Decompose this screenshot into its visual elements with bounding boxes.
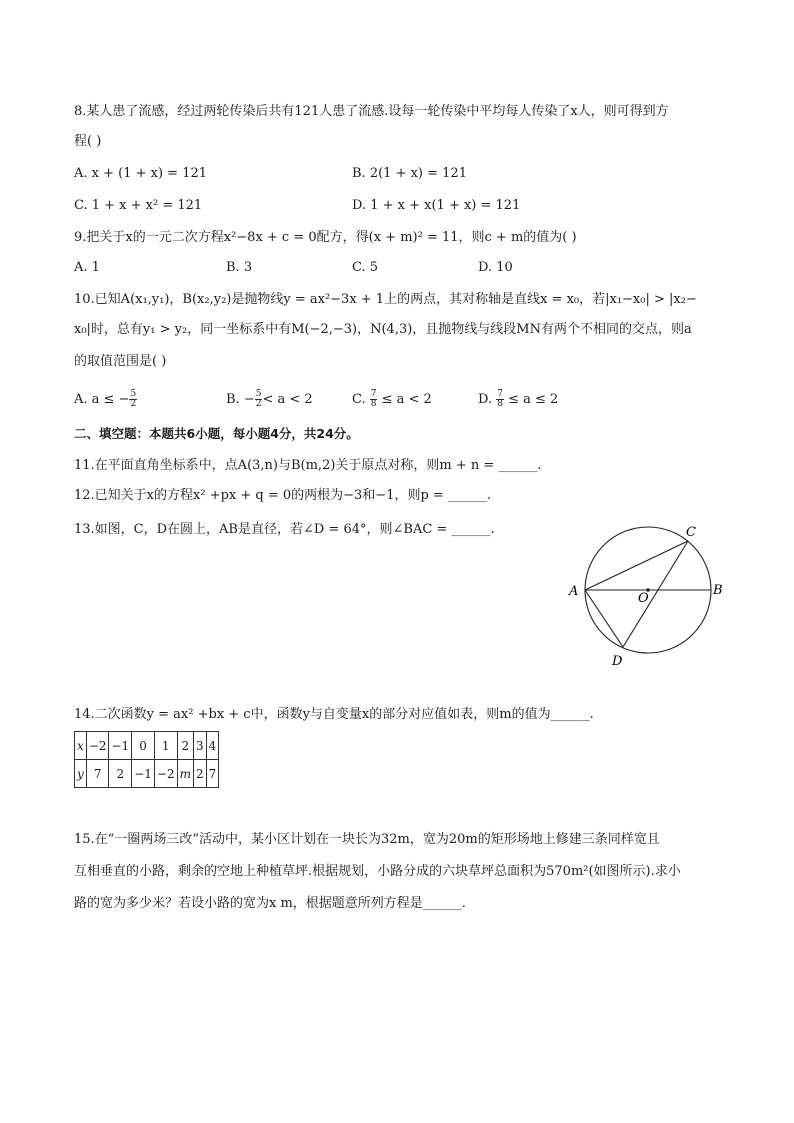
- q8-option-d[interactable]: D. 1 + x + x(1 + x) = 121: [352, 198, 521, 213]
- table-cell: −1: [109, 732, 132, 760]
- table-cell: −2: [86, 732, 109, 760]
- q10-stem-line2: x₀|时，总有y₁ > y₂，同一坐标系中有M(−2,−3)，N(4,3)，且抛物线与线段MN有两个不相同的交点，则a: [74, 322, 692, 337]
- q10-option-c[interactable]: [352, 390, 432, 410]
- table-cell: 2: [193, 760, 206, 788]
- q10-b-suffix: < a < 2: [262, 392, 313, 407]
- q10-c-numerator: 7: [370, 389, 377, 399]
- table-cell: 2: [177, 732, 193, 760]
- q9-option-d[interactable]: D. 10: [478, 260, 513, 275]
- table-cell: y: [75, 760, 87, 788]
- label-a: A: [569, 584, 579, 599]
- table-cell: 1: [154, 732, 177, 760]
- q10-d-fraction: [496, 390, 504, 409]
- q10-c-suffix: ≤ a < 2: [377, 392, 432, 407]
- q10-stem-line1: 10.已知A(x₁,y₁)，B(x₂,y₂)是抛物线y = ax²−3x + 1上的两点，其对称轴是直线x = x₀，若|x₁−x₀| > |x₂−: [74, 292, 697, 307]
- q10-a-denominator: 2: [130, 399, 137, 409]
- q9-stem: 9.把关于x的一元二次方程x²−8x + c = 0配方，得(x + m)² = 11，则c + m的值为( ): [74, 230, 577, 245]
- q8-options-row2: [74, 196, 714, 216]
- table-cell: 7: [86, 760, 109, 788]
- label-d: D: [612, 654, 623, 669]
- q15-stem-line3: 路的宽为多少米？若设小路的宽为x m，根据题意所列方程是______.: [74, 896, 466, 911]
- q9-option-c[interactable]: C. 5: [352, 260, 379, 275]
- section-2-heading: 二、填空题：本题共6小题，每小题4分，共24分。: [74, 426, 359, 441]
- chord-ad: [585, 590, 623, 647]
- table-cell: m: [177, 760, 193, 788]
- q10-d-prefix: D.: [478, 392, 497, 407]
- table-cell: −2: [154, 760, 177, 788]
- q8-option-c[interactable]: C. 1 + x + x² = 121: [74, 198, 203, 213]
- table-row-x: [75, 732, 219, 760]
- q10-a-prefix: A. a ≤ −: [74, 392, 130, 407]
- q10-c-prefix: C.: [352, 392, 370, 407]
- q10-d-suffix: ≤ a ≤ 2: [503, 392, 559, 407]
- table-cell: x: [75, 732, 87, 760]
- q8-stem-line2: 程( ): [74, 134, 102, 149]
- table-cell: 2: [109, 760, 132, 788]
- table-row-y: [75, 760, 219, 788]
- q10-b-numerator: 5: [255, 389, 262, 399]
- q10-b-prefix: B. −: [226, 392, 255, 407]
- q9-options: [74, 258, 714, 278]
- q9-option-b[interactable]: B. 3: [226, 260, 253, 275]
- q15-stem-line2: 互相垂直的小路，剩余的空地上种植草坪.根据规划，小路分成的六块草坪总面积为570m²(如图所示).求小: [74, 864, 681, 879]
- q11-stem: 11.在平面直角坐标系中，点A(3,n)与B(m,2)关于原点对称，则m + n = ______.: [74, 458, 542, 473]
- q10-d-denominator: 8: [497, 399, 503, 409]
- q10-option-d[interactable]: [478, 390, 558, 410]
- table-cell: 0: [132, 732, 155, 760]
- q9-option-a[interactable]: A. 1: [74, 260, 100, 275]
- q10-c-denominator: 8: [370, 399, 377, 409]
- q10-option-a[interactable]: [74, 390, 137, 410]
- table-cell: 4: [206, 732, 219, 760]
- q8-option-a[interactable]: A. x + (1 + x) = 121: [74, 166, 208, 181]
- label-b: B: [713, 583, 723, 598]
- q13-circle-figure: [560, 520, 730, 670]
- q10-options: [74, 390, 714, 410]
- label-o: O: [638, 591, 649, 606]
- table-cell: −1: [132, 760, 155, 788]
- table-cell: 7: [206, 760, 219, 788]
- q15-stem-line1: 15.在“一圈两场三改”活动中，某小区计划在一块长为32m，宽为20m的矩形场地上修建三条同样宽且: [74, 832, 660, 847]
- q8-options-row1: [74, 164, 714, 184]
- q12-stem: 12.已知关于x的方程x² +px + q = 0的两根为−3和−1，则p = ______.: [74, 488, 492, 503]
- q14-value-table: [74, 731, 219, 788]
- q14-stem: 14.二次函数y = ax² +bx + c中，函数y与自变量x的部分对应值如表，则m的值为______.: [74, 707, 594, 722]
- q10-b-denominator: 2: [255, 399, 262, 409]
- q10-d-numerator: 7: [497, 389, 503, 399]
- q13-stem: 13.如图，C，D在圆上，AB是直径，若∠D = 64°，则∠BAC = ______.: [74, 522, 495, 537]
- q8-option-b[interactable]: B. 2(1 + x) = 121: [352, 166, 467, 181]
- q10-a-numerator: 5: [130, 389, 137, 399]
- label-c: C: [686, 525, 696, 540]
- q10-option-b[interactable]: [226, 390, 313, 410]
- q8-stem-line1: 8.某人患了流感，经过两轮传染后共有121人患了流感.设每一轮传染中平均每人传染了x人，则可得到方: [74, 104, 669, 119]
- q10-stem-line3: 的取值范围是( ): [74, 354, 167, 369]
- table-cell: 3: [193, 732, 206, 760]
- q10-a-fraction: [129, 390, 137, 409]
